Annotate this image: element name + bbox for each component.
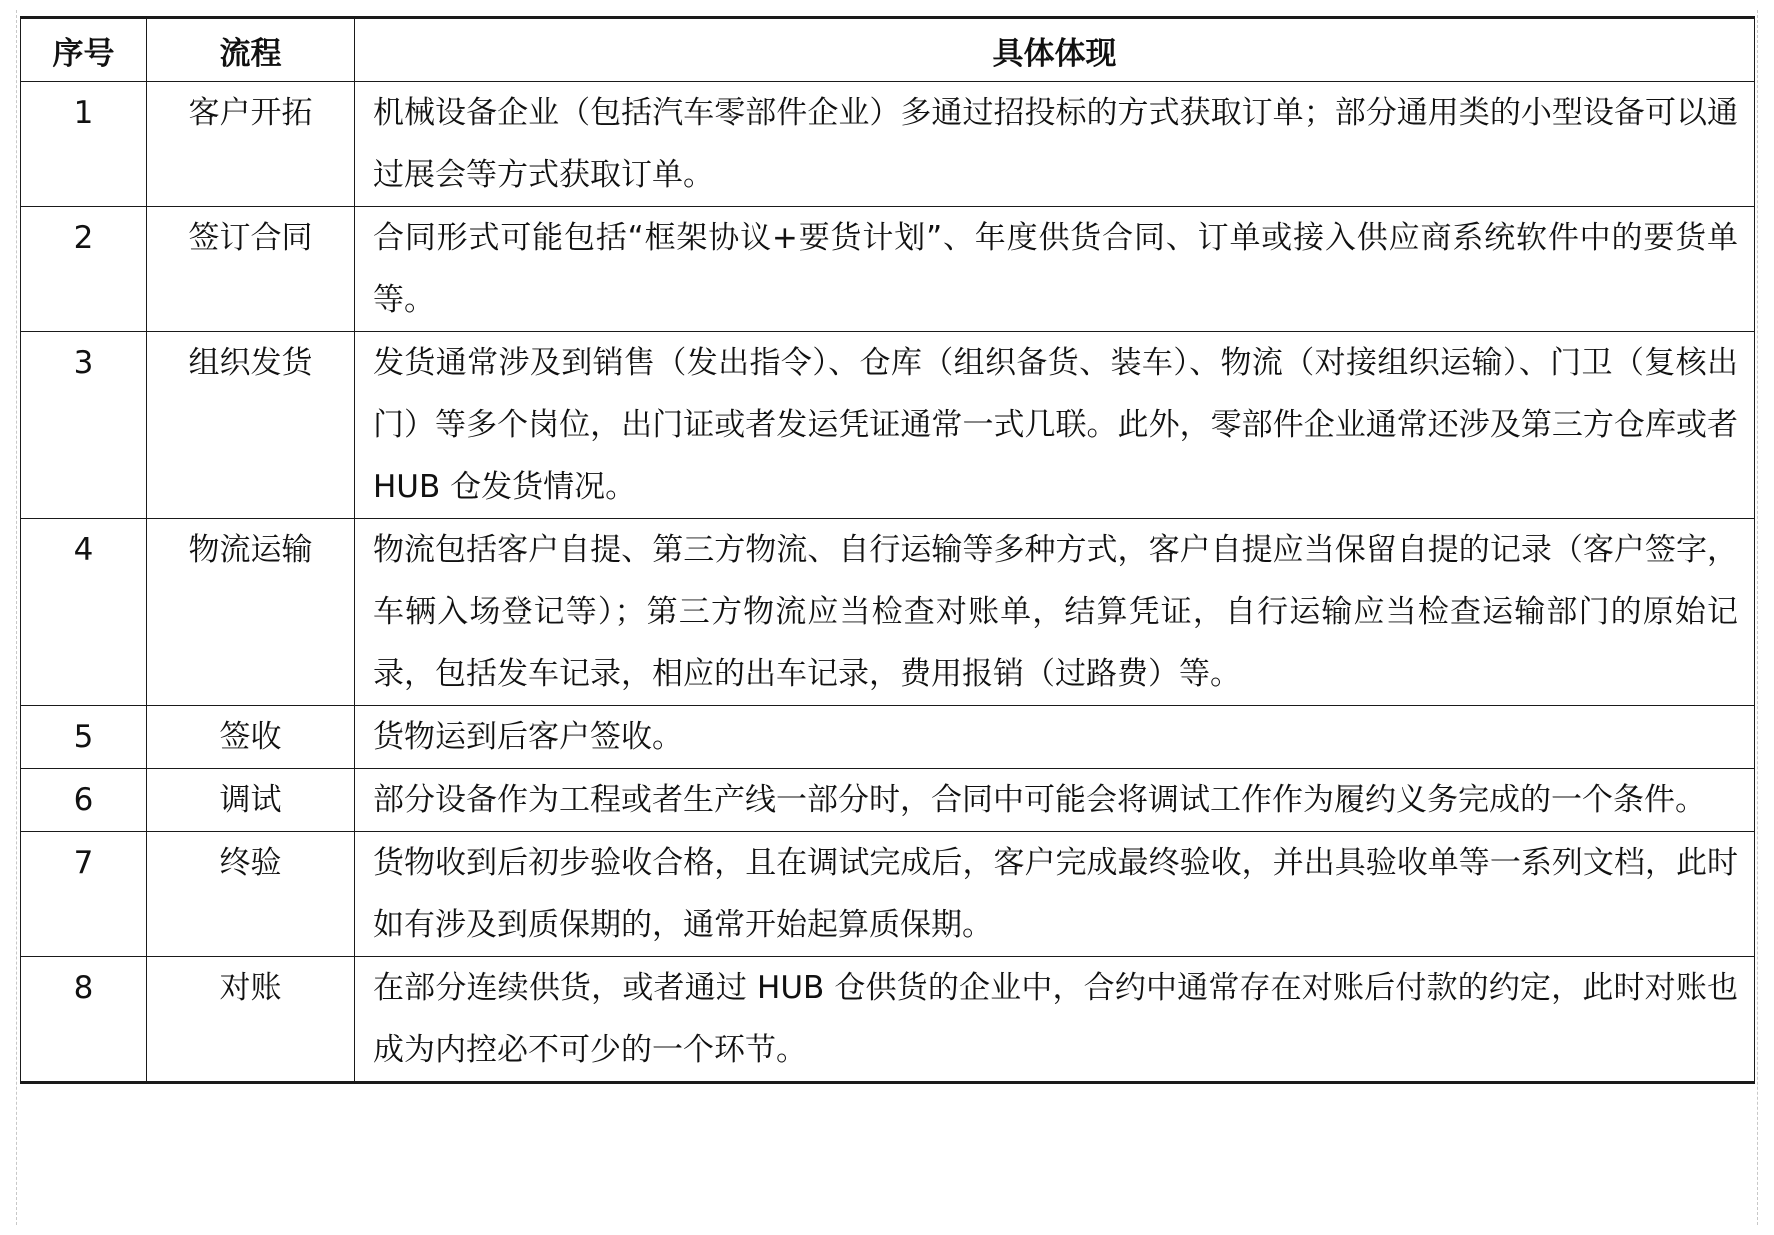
table-row: [21, 957, 1755, 1083]
row-index: 6: [21, 769, 147, 832]
table-row: [21, 706, 1755, 769]
row-detail: 发货通常涉及到销售（发出指令）、仓库（组织备货、装车）、物流（对接组织运输）、门卫（复核出门）等多个岗位，出门证或者发运凭证通常一式几联。此外，零部件企业通常还涉及第三方仓库或者 HUB 仓发货情况。: [355, 332, 1755, 519]
header-step: 流程: [147, 18, 355, 82]
row-detail: 部分设备作为工程或者生产线一部分时，合同中可能会将调试工作作为履约义务完成的一个条件。: [355, 769, 1755, 832]
row-index: 7: [21, 832, 147, 957]
row-step: 终验: [147, 832, 355, 957]
row-index: 2: [21, 207, 147, 332]
row-index: 1: [21, 82, 147, 207]
row-step: 物流运输: [147, 519, 355, 706]
row-index: 4: [21, 519, 147, 706]
header-index: 序号: [21, 18, 147, 82]
row-step: 签收: [147, 706, 355, 769]
table-row: [21, 832, 1755, 957]
row-detail: 机械设备企业（包括汽车零部件企业）多通过招投标的方式获取订单；部分通用类的小型设备可以通过展会等方式获取订单。: [355, 82, 1755, 207]
header-detail: 具体体现: [355, 18, 1755, 82]
table-row: [21, 207, 1755, 332]
row-detail: 货物收到后初步验收合格，且在调试完成后，客户完成最终验收，并出具验收单等一系列文档，此时如有涉及到质保期的，通常开始起算质保期。: [355, 832, 1755, 957]
row-detail: 在部分连续供货，或者通过 HUB 仓供货的企业中，合约中通常存在对账后付款的约定，此时对账也成为内控必不可少的一个环节。: [355, 957, 1755, 1083]
table-row: [21, 519, 1755, 706]
row-detail: 货物运到后客户签收。: [355, 706, 1755, 769]
row-index: 3: [21, 332, 147, 519]
row-step: 组织发货: [147, 332, 355, 519]
row-index: 5: [21, 706, 147, 769]
row-detail: 物流包括客户自提、第三方物流、自行运输等多种方式，客户自提应当保留自提的记录（客户签字，车辆入场登记等）；第三方物流应当检查对账单，结算凭证，自行运输应当检查运输部门的原始记录，包括发车记录，相应的出车记录，费用报销（过路费）等。: [355, 519, 1755, 706]
process-table: [20, 16, 1755, 1084]
row-step: 客户开拓: [147, 82, 355, 207]
row-step: 调试: [147, 769, 355, 832]
table-row: [21, 332, 1755, 519]
row-step: 对账: [147, 957, 355, 1083]
table-header-row: [21, 18, 1755, 82]
row-detail: 合同形式可能包括“框架协议+要货计划”、年度供货合同、订单或接入供应商系统软件中的要货单等。: [355, 207, 1755, 332]
row-index: 8: [21, 957, 147, 1083]
table-row: [21, 82, 1755, 207]
row-step: 签订合同: [147, 207, 355, 332]
table-row: [21, 769, 1755, 832]
